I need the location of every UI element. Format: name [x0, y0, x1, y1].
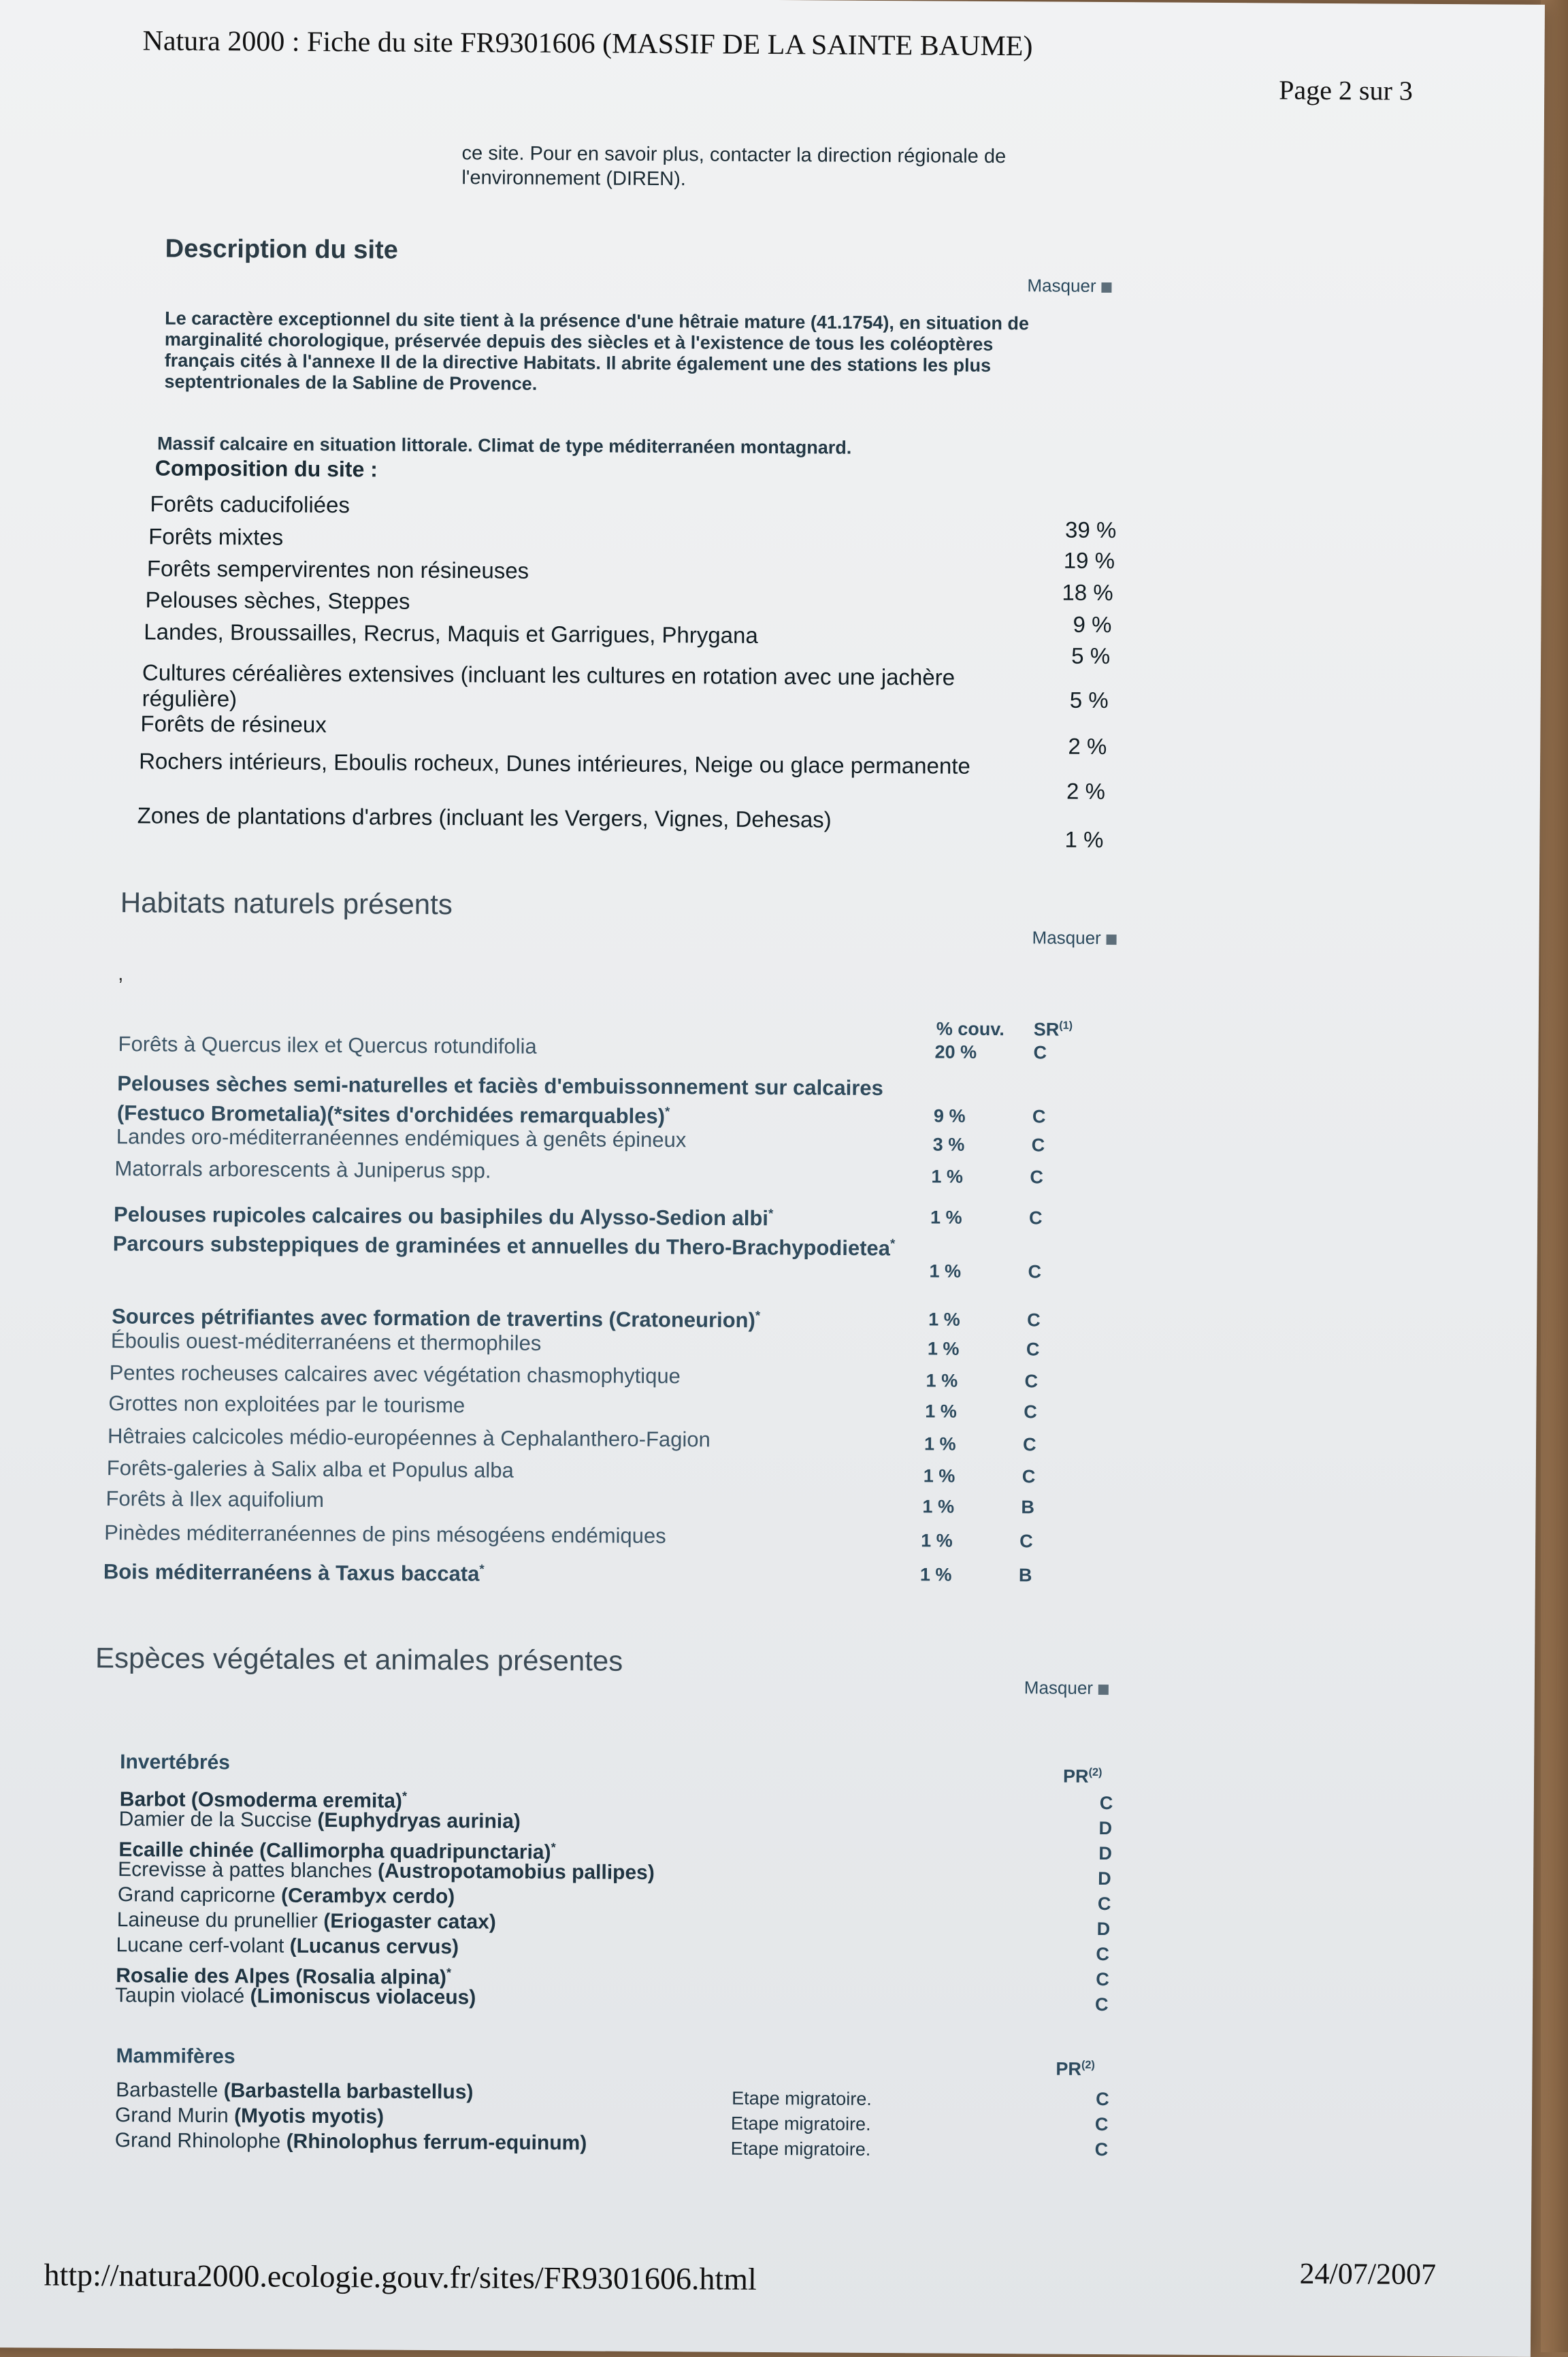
habitat-coverage: 1 %	[927, 1338, 960, 1359]
species-row	[116, 1934, 1123, 1963]
habitat-row	[114, 1156, 1094, 1187]
habitat-name: Sources pétrifiantes avec formation de travertins (Cratoneurion)	[112, 1304, 755, 1333]
habitat-sr: C	[1031, 1135, 1045, 1156]
species-group-title: Invertébrés	[120, 1751, 231, 1774]
habitat-sr: C	[1032, 1106, 1046, 1127]
section-title-habitats: Habitats naturels présents	[120, 886, 453, 921]
species-common-name: Ecaille chinée	[118, 1838, 254, 1862]
species-scientific-name: (Limoniscus violaceus)	[250, 1985, 476, 2009]
composition-label: Rochers intérieurs, Eboulis rocheux, Dunes intérieures, Neige ou glace permanente	[139, 748, 970, 779]
habitat-name: Grottes non exploitées par le tourisme	[108, 1391, 466, 1418]
species-common-name: Laineuse du prunellier	[116, 1908, 318, 1932]
page-number: Page 2 sur 3	[1279, 74, 1413, 106]
climate-text: Massif calcaire en situation littorale. Climat de type méditerranéen montagnard.	[157, 433, 852, 458]
habitat-label	[112, 1299, 928, 1334]
habitat-name: Forêts-galeries à Salix alba et Populus alba	[106, 1456, 514, 1482]
species-pr-value: C	[1094, 2113, 1109, 2135]
intro-line: l'environnement (DIREN).	[461, 167, 686, 191]
species-scientific-name: (Rhinolophus ferrum-equinum)	[286, 2130, 587, 2155]
composition-row	[142, 660, 1109, 717]
composition-percent: 9 %	[1073, 611, 1112, 638]
column-header-pr	[1063, 1766, 1102, 1787]
species-scientific-name: (Eriogaster catax)	[323, 1910, 496, 1934]
species-note: Etape migratoire.	[730, 2113, 871, 2134]
footer-date: 24/07/2007	[1299, 2256, 1437, 2292]
priority-mark: *	[446, 1966, 452, 1980]
species-pr-value: D	[1098, 1868, 1111, 1889]
composition-label: Landes, Broussailles, Recrus, Maquis et Garrigues, Phrygana	[144, 619, 758, 648]
habitat-coverage: 1 %	[929, 1261, 962, 1282]
habitat-label	[118, 1032, 935, 1061]
habitat-row	[105, 1486, 1085, 1517]
habitat-row	[108, 1424, 1088, 1454]
collapse-icon	[1107, 934, 1117, 945]
species-group-title: Mammifères	[116, 2045, 235, 2068]
species-scientific-name: (Cerambyx cerdo)	[281, 1884, 455, 1908]
habitat-sr: C	[1022, 1466, 1036, 1487]
species-note: Etape migratoire.	[732, 2087, 872, 2109]
composition-row	[144, 619, 1111, 669]
pr-footnote-mark: (2)	[1088, 1766, 1102, 1779]
species-scientific-name: (Barbastella barbastellus)	[223, 2079, 474, 2104]
habitat-label	[111, 1329, 928, 1358]
species-row	[115, 2129, 1122, 2158]
habitat-name: Forêts à Quercus ilex et Quercus rotundifolia	[118, 1032, 537, 1058]
priority-mark: *	[768, 1205, 774, 1221]
composition-label: Forêts mixtes	[148, 523, 284, 550]
collapse-icon	[1098, 1685, 1109, 1695]
habitat-row	[110, 1361, 1090, 1391]
species-scientific-name: (Euphydryas aurinia)	[317, 1808, 521, 1833]
habitat-coverage: 20 %	[934, 1041, 977, 1062]
species-note: Etape migratoire.	[730, 2138, 871, 2160]
composition-percent: 18 %	[1062, 579, 1113, 606]
composition-row	[137, 802, 1104, 852]
sr-label: SR	[1033, 1019, 1060, 1040]
habitat-row	[116, 1124, 1096, 1155]
species-scientific-name: (Rosalia alpina)	[295, 1965, 447, 1989]
habitat-row	[112, 1226, 1093, 1282]
habitat-name: Pelouses sèches semi-naturelles et faciès d'embuissonnement sur calcaires (Festuco Brometalia)(*sites d'orchidées remarquables)	[116, 1071, 883, 1128]
species-pr-value: C	[1096, 1968, 1109, 1990]
composition-title: Composition du site :	[154, 455, 378, 482]
habitat-coverage: 1 %	[926, 1370, 958, 1391]
species-pr-value: C	[1097, 1893, 1111, 1915]
habitat-sr: C	[1027, 1310, 1041, 1331]
pr-label: PR	[1056, 2058, 1082, 2079]
habitat-coverage: 1 %	[931, 1166, 964, 1187]
species-common-name: Grand Murin	[114, 2104, 229, 2128]
priority-mark: *	[402, 1789, 408, 1803]
masquer-label: Masquer	[1024, 1677, 1094, 1698]
habitat-label	[114, 1156, 931, 1186]
priority-mark: *	[551, 1840, 556, 1855]
species-common-name: Rosalie des Alpes	[116, 1964, 291, 1988]
species-scientific-name: (Austropotamobius pallipes)	[377, 1859, 655, 1884]
collapse-icon	[1102, 282, 1112, 293]
habitat-name: Pelouses rupicoles calcaires ou basiphiles du Alysso-Sedion albi	[113, 1202, 769, 1231]
masquer-species-toggle[interactable]	[1024, 1677, 1109, 1699]
habitat-sr: C	[1019, 1531, 1033, 1552]
habitat-row	[103, 1555, 1083, 1590]
habitat-sr: C	[1022, 1434, 1036, 1455]
habitat-sr: C	[1028, 1207, 1043, 1229]
habitat-sr: C	[1030, 1167, 1044, 1188]
composition-percent: 19 %	[1063, 547, 1115, 574]
composition-label: Zones de plantations d'arbres (incluant les Vergers, Vignes, Dehesas)	[137, 802, 832, 832]
species-pr-value: D	[1096, 1918, 1111, 1940]
species-pr-value: D	[1098, 1817, 1113, 1839]
habitat-coverage: 1 %	[921, 1530, 953, 1551]
species-common-name: Lucane cerf-volant	[116, 1934, 284, 1957]
composition-label: Cultures céréalières extensives (incluant les cultures en rotation avec une jachère régulière)	[142, 660, 956, 712]
species-scientific-name: (Myotis myotis)	[233, 2104, 385, 2128]
masquer-habitats-toggle[interactable]	[1032, 927, 1116, 949]
description-line: Le caractère exceptionnel du site tient à la présence d'une hêtraie mature (41.1754), en situation de	[165, 308, 1030, 334]
table-surface	[1541, 0, 1568, 2352]
intro-line: ce site. Pour en savoir plus, contacter la direction régionale de	[461, 142, 1007, 168]
species-pr-value: C	[1099, 1792, 1113, 1814]
intro-text	[461, 141, 1115, 194]
species-row	[118, 1883, 1125, 1913]
description-line: marginalité chorologique, préservée depuis des siècles et à l'existence de tous les coléoptères	[164, 329, 994, 355]
habitat-coverage: 1 %	[928, 1309, 960, 1330]
habitat-sr: C	[1026, 1339, 1040, 1360]
composition-percent: 2 %	[1068, 733, 1107, 760]
document-header-title: Natura 2000 : Fiche du site FR9301606 (MASSIF DE LA SAINTE BAUME)	[142, 25, 1033, 63]
species-row	[115, 2104, 1122, 2133]
description-paragraph	[164, 308, 1097, 398]
habitat-name: Matorrals arborescents à Juniperus spp.	[114, 1156, 491, 1183]
habitat-label	[107, 1456, 924, 1485]
habitat-label	[114, 1197, 930, 1232]
habitat-coverage: 1 %	[919, 1564, 952, 1585]
habitat-label	[104, 1521, 921, 1550]
sr-footnote-mark: (1)	[1059, 1019, 1073, 1032]
habitat-sr: C	[1024, 1401, 1037, 1423]
stray-mark: ,	[118, 962, 124, 986]
pr-label: PR	[1062, 1766, 1089, 1787]
masquer-description-toggle[interactable]	[1027, 275, 1111, 297]
priority-mark: *	[664, 1104, 670, 1119]
column-header-pr	[1056, 2059, 1095, 2080]
species-common-name: Barbot	[119, 1788, 186, 1811]
masquer-label: Masquer	[1027, 275, 1096, 296]
species-row	[116, 2079, 1123, 2108]
habitat-sr: C	[1028, 1261, 1042, 1282]
species-common-name: Grand capricorne	[117, 1883, 276, 1907]
column-header-coverage: % couv.	[936, 1018, 1004, 1040]
species-pr-value: C	[1096, 2088, 1109, 2110]
composition-label: Forêts caducifoliées	[150, 491, 350, 518]
composition-percent: 2 %	[1066, 778, 1106, 804]
pr-footnote-mark: (2)	[1081, 2058, 1095, 2071]
priority-mark: *	[889, 1236, 896, 1251]
species-pr-value: D	[1098, 1842, 1112, 1864]
habitat-coverage: 9 %	[933, 1105, 966, 1126]
habitat-coverage: 1 %	[923, 1465, 956, 1486]
habitat-coverage: 1 %	[924, 1433, 956, 1454]
composition-percent: 39 %	[1064, 517, 1117, 543]
habitat-row	[108, 1391, 1088, 1422]
habitat-sr: C	[1033, 1042, 1047, 1063]
habitat-label	[110, 1361, 926, 1390]
habitat-name: Parcours substeppiques de graminées et annuelles du Thero-Brachypodietea	[112, 1231, 891, 1261]
species-common-name: Barbastelle	[116, 2079, 218, 2102]
section-title-description: Description du site	[165, 234, 398, 265]
description-line: français cités à l'annexe II de la directive Habitats. Il abrite également une des stations les plus	[164, 350, 992, 376]
section-title-species: Espèces végétales et animales présentes	[95, 1641, 623, 1677]
species-common-name: Grand Rhinolophe	[114, 2129, 281, 2153]
habitat-sr: B	[1018, 1565, 1032, 1586]
species-common-name: Damier de la Succise	[118, 1808, 312, 1832]
habitat-name: Landes oro-méditerranéennes endémiques à genêts épineux	[116, 1124, 687, 1152]
species-common-name: Ecrevisse à pattes blanches	[118, 1858, 372, 1883]
habitat-name: Hêtraies calcicoles médio-européennes à Cephalanthero-Fagion	[107, 1424, 710, 1452]
composition-label: Pelouses sèches, Steppes	[145, 587, 410, 614]
footer-url-link[interactable]: http://natura2000.ecologie.gouv.fr/sites/FR9301606.html	[44, 2257, 757, 2296]
habitat-name: Pentes rocheuses calcaires avec végétation chasmophytique	[109, 1361, 681, 1388]
habitat-coverage: 3 %	[932, 1134, 965, 1155]
habitat-label	[108, 1424, 924, 1453]
habitat-name: Pinèdes méditerranéennes de pins mésogéens endémiques	[104, 1521, 666, 1548]
species-common-name: Taupin violacé	[114, 1984, 245, 2008]
habitat-row	[104, 1521, 1084, 1551]
habitat-name: Bois méditerranéens à Taxus baccata	[103, 1559, 480, 1586]
habitat-label	[105, 1486, 922, 1516]
habitat-coverage: 1 %	[930, 1207, 962, 1228]
description-line: septentrionales de la Sabline de Provence.	[164, 371, 538, 394]
priority-mark: *	[479, 1561, 485, 1576]
composition-percent: 5 %	[1071, 643, 1111, 669]
composition-percent: 1 %	[1064, 826, 1104, 852]
species-scientific-name: (Lucanus cervus)	[289, 1934, 459, 1959]
habitat-coverage: 1 %	[925, 1401, 957, 1422]
composition-row	[139, 748, 1106, 804]
habitat-label	[108, 1391, 925, 1420]
habitat-row	[111, 1329, 1091, 1359]
priority-mark: *	[755, 1307, 761, 1322]
composition-label: Forêts sempervirentes non résineuses	[146, 555, 529, 583]
habitat-row	[107, 1456, 1087, 1486]
species-scientific-name: (Callimorpha quadripunctaria)	[259, 1839, 551, 1864]
habitat-name: Forêts à Ilex aquifolium	[105, 1486, 325, 1512]
habitat-label	[103, 1555, 920, 1589]
habitat-coverage: 1 %	[922, 1496, 955, 1517]
species-pr-value: C	[1094, 2139, 1109, 2160]
species-pr-value: C	[1094, 1994, 1109, 2015]
species-row	[117, 1908, 1124, 1938]
species-pr-value: C	[1096, 1943, 1110, 1965]
composition-percent: 5 %	[1069, 687, 1109, 713]
species-scientific-name: (Osmoderma eremita)	[191, 1788, 403, 1813]
habitat-row	[117, 1071, 1097, 1131]
composition-row	[140, 711, 1107, 760]
habitat-sr: B	[1021, 1497, 1035, 1518]
habitat-label	[113, 1226, 930, 1261]
habitat-name: Éboulis ouest-méditerranéens et thermophiles	[110, 1329, 542, 1355]
composition-label: Forêts de résineux	[140, 711, 327, 738]
habitat-row	[118, 1032, 1098, 1062]
masquer-label: Masquer	[1032, 927, 1101, 948]
habitat-sr: C	[1024, 1371, 1039, 1392]
habitat-label	[117, 1071, 934, 1131]
habitat-label	[116, 1124, 933, 1154]
